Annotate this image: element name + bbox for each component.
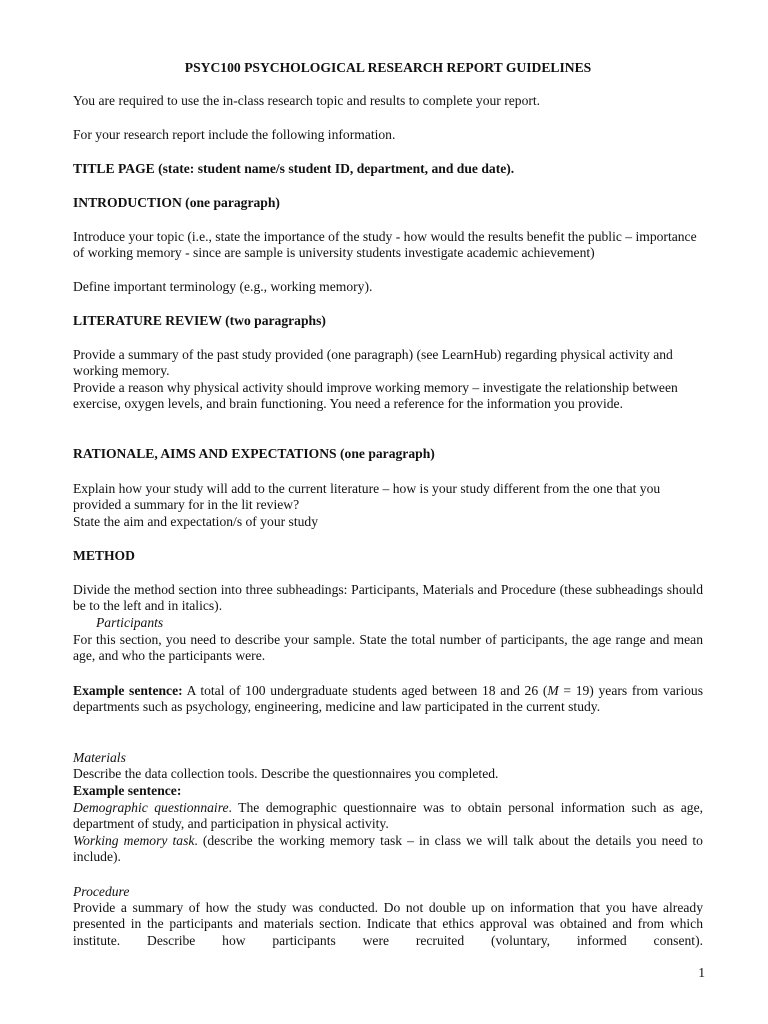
document-page [73, 0, 703, 1024]
example-mean-symbol: M [547, 683, 559, 698]
rationale-paragraph-2: State the aim and expectation/s of your study [73, 514, 319, 529]
participants-text: For this section, you need to describe your sample. State the total number of participants, the age range and mean age, and who the participants were. [73, 632, 703, 664]
participants-example [73, 683, 703, 716]
example-text-b: = 19) years from various departments such as psychology, engineering, medicine and law participated in the current study. [73, 683, 703, 715]
participants-subheading: Participants [96, 615, 164, 630]
materials-example-label: Example sentence: [73, 783, 182, 798]
working-memory-task-text [73, 833, 703, 866]
rationale-paragraph-1: Explain how your study will add to the current literature – how is your study different from the one that you provided a summary for in the lit review? [73, 481, 661, 513]
materials-text: Describe the data collection tools. Describe the questionnaires you completed. [73, 766, 499, 781]
procedure-text: Provide a summary of how the study was conducted. Do not double up on information that you have already presented in the participants and materials section. Indicate that ethics approval was obtained and from which institute. Describe how participants were recruited (voluntary, informed consent). [73, 900, 703, 948]
demographic-description: . The demographic questionnaire was to obtain personal information such as age, department of study, and participation in physical activity. [73, 800, 703, 832]
method-intro: Divide the method section into three subheadings: Participants, Materials and Procedure (these subheadings should be to the left and in italics). [73, 582, 703, 614]
example-label: Example sentence: [73, 683, 183, 698]
literature-review-paragraph-1: Provide a summary of the past study provided (one paragraph) (see LearnHub) regarding physical activity and working memory. [73, 347, 673, 379]
example-text-a: A total of 100 undergraduate students aged between 18 and 26 ( [186, 683, 548, 698]
wm-description: . (describe the working memory task – in class we will talk about the details you need to include). [73, 833, 703, 865]
materials-subheading: Materials [73, 750, 126, 765]
literature-review-heading: LITERATURE REVIEW (two paragraphs) [73, 313, 326, 328]
title-page-heading: TITLE PAGE (state: student name/s student ID, department, and due date). [73, 161, 515, 176]
method-heading: METHOD [73, 548, 135, 563]
wm-label: Working memory task [73, 833, 195, 848]
introduction-paragraph-2: Define important terminology (e.g., working memory). [73, 279, 373, 294]
introduction-heading: INTRODUCTION (one paragraph) [73, 195, 280, 210]
procedure-subheading: Procedure [73, 884, 130, 899]
document-title: PSYC100 PSYCHOLOGICAL RESEARCH REPORT GUIDELINES [184, 60, 592, 75]
introduction-paragraph-1: Introduce your topic (i.e., state the importance of the study - how would the results benefit the public – importance of working memory - since are sample is university students investigate academic achievement) [73, 229, 697, 261]
demographic-questionnaire-text [73, 800, 703, 833]
rationale-heading: RATIONALE, AIMS AND EXPECTATIONS (one paragraph) [73, 446, 435, 461]
demographic-label: Demographic questionnaire [73, 800, 229, 815]
page-number: 1 [698, 965, 705, 980]
instruction-line-2: For your research report include the following information. [73, 127, 396, 142]
literature-review-paragraph-2: Provide a reason why physical activity should improve working memory – investigate the relationship between exercise, oxygen levels, and brain functioning. You need a reference for the information you provide. [73, 380, 678, 412]
instruction-line-1: You are required to use the in-class research topic and results to complete your report. [73, 93, 541, 108]
